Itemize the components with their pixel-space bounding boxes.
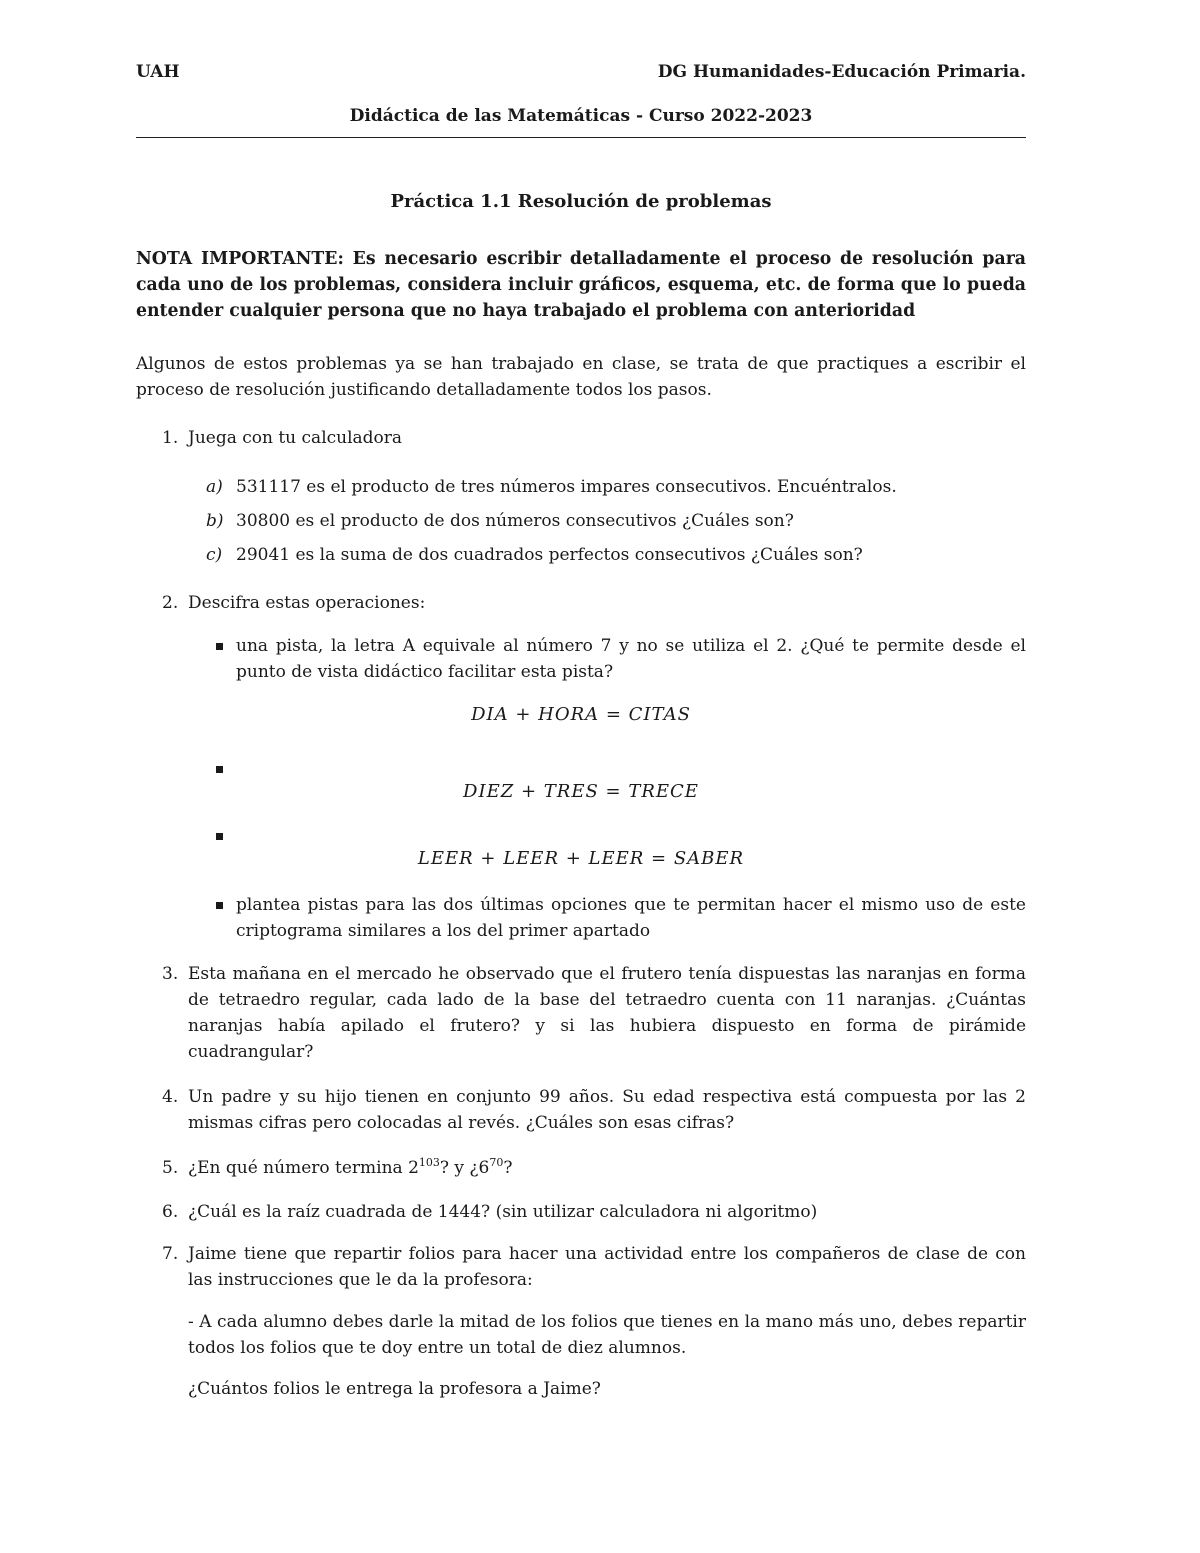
sub-item-text: 29041 es la suma de dos cuadrados perfectos consecutivos ¿Cuáles son?	[236, 545, 863, 565]
problem-number: 6.	[162, 1202, 179, 1222]
problem-text: Juega con tu calculadora	[188, 428, 403, 448]
problem-text: Un padre y su hijo tienen en conjunto 99 años. Su edad respectiva está compuesta por las 2 mismas cifras pero colocadas al revés. ¿Cuáles son esas cifras?	[188, 1087, 1026, 1133]
intro-paragraph: Algunos de estos problemas ya se han trabajado en clase, se trata de que practiques a escribir el proceso de resolución justificando detalladamente todos los pasos.	[136, 354, 1026, 400]
cryptogram-equation: DIA + HORA = CITAS	[471, 704, 691, 725]
bullet-marker	[216, 766, 223, 773]
sub-item-text: 531117 es el producto de tres números impares consecutivos. Encuéntralos.	[236, 477, 897, 497]
problem-number: 4.	[162, 1087, 179, 1107]
header-degree: DG Humanidades-Educación Primaria.	[657, 62, 1026, 82]
problem-text-part: ? y ¿6	[439, 1158, 490, 1178]
important-note: NOTA IMPORTANTE: Es necesario escribir detalladamente el proceso de resolución para cada uno de los problemas, considera incluir gráficos, esquema, etc. de forma que lo pueda entender cualquier persona que no haya trabajado el problema con anterioridad	[136, 249, 1026, 321]
cryptogram-equation: DIEZ + TRES = TRECE	[463, 781, 699, 802]
sub-item-label: c)	[206, 545, 223, 565]
bullet-marker	[216, 833, 223, 840]
exponent: 70	[489, 1156, 504, 1169]
problem-text-part: ?	[503, 1158, 513, 1178]
problem-number: 2.	[162, 593, 179, 613]
page-title: Práctica 1.1 Resolución de problemas	[390, 191, 772, 212]
bullet-marker	[216, 902, 223, 909]
bullet-marker	[216, 643, 223, 650]
bullet-text: plantea pistas para las dos últimas opciones que te permitan hacer el mismo uso de este criptograma similares a los del primer apartado	[236, 895, 1026, 941]
problem-text: Descifra estas operaciones:	[188, 593, 426, 613]
problem-text	[188, 1155, 1026, 1181]
problem-text: ¿Cuál es la raíz cuadrada de 1444? (sin utilizar calculadora ni algoritmo)	[188, 1202, 818, 1222]
exponent: 103	[418, 1156, 440, 1169]
sub-item-label: b)	[206, 511, 224, 531]
problem-question: ¿Cuántos folios le entrega la profesora a Jaime?	[188, 1379, 601, 1399]
problem-text: Jaime tiene que repartir folios para hacer una actividad entre los compañeros de clase de con las instrucciones que le da la profesora:	[188, 1244, 1026, 1290]
problem-number: 7.	[162, 1244, 179, 1264]
problem-text-part: ¿En qué número termina 2	[188, 1158, 419, 1178]
problem-number: 3.	[162, 964, 179, 984]
bullet-text: una pista, la letra A equivale al número 7 y no se utiliza el 2. ¿Qué te permite desde el punto de vista didáctico facilitar esta pista?	[236, 636, 1026, 682]
problem-instruction: - A cada alumno debes darle la mitad de los folios que tienes en la mano más uno, debes repartir todos los folios que te doy entre un total de diez alumnos.	[188, 1312, 1026, 1358]
cryptogram-equation: LEER + LEER + LEER = SABER	[417, 848, 745, 869]
header-course: Didáctica de las Matemáticas - Curso 2022-2023	[349, 106, 813, 126]
problem-number: 5.	[162, 1158, 179, 1178]
sub-item-text: 30800 es el producto de dos números consecutivos ¿Cuáles son?	[236, 511, 794, 531]
problem-text: Esta mañana en el mercado he observado que el frutero tenía dispuestas las naranjas en forma de tetraedro regular, cada lado de la base del tetraedro cuenta con 11 naranjas. ¿Cuántas naranjas había apilado el frutero? y si las hubiera dispuesto en forma de pirámide cuadrangular?	[188, 964, 1026, 1062]
problem-number: 1.	[162, 428, 179, 448]
header-rule	[136, 137, 1026, 138]
header-institution: UAH	[136, 62, 180, 82]
sub-item-label: a)	[206, 477, 223, 497]
